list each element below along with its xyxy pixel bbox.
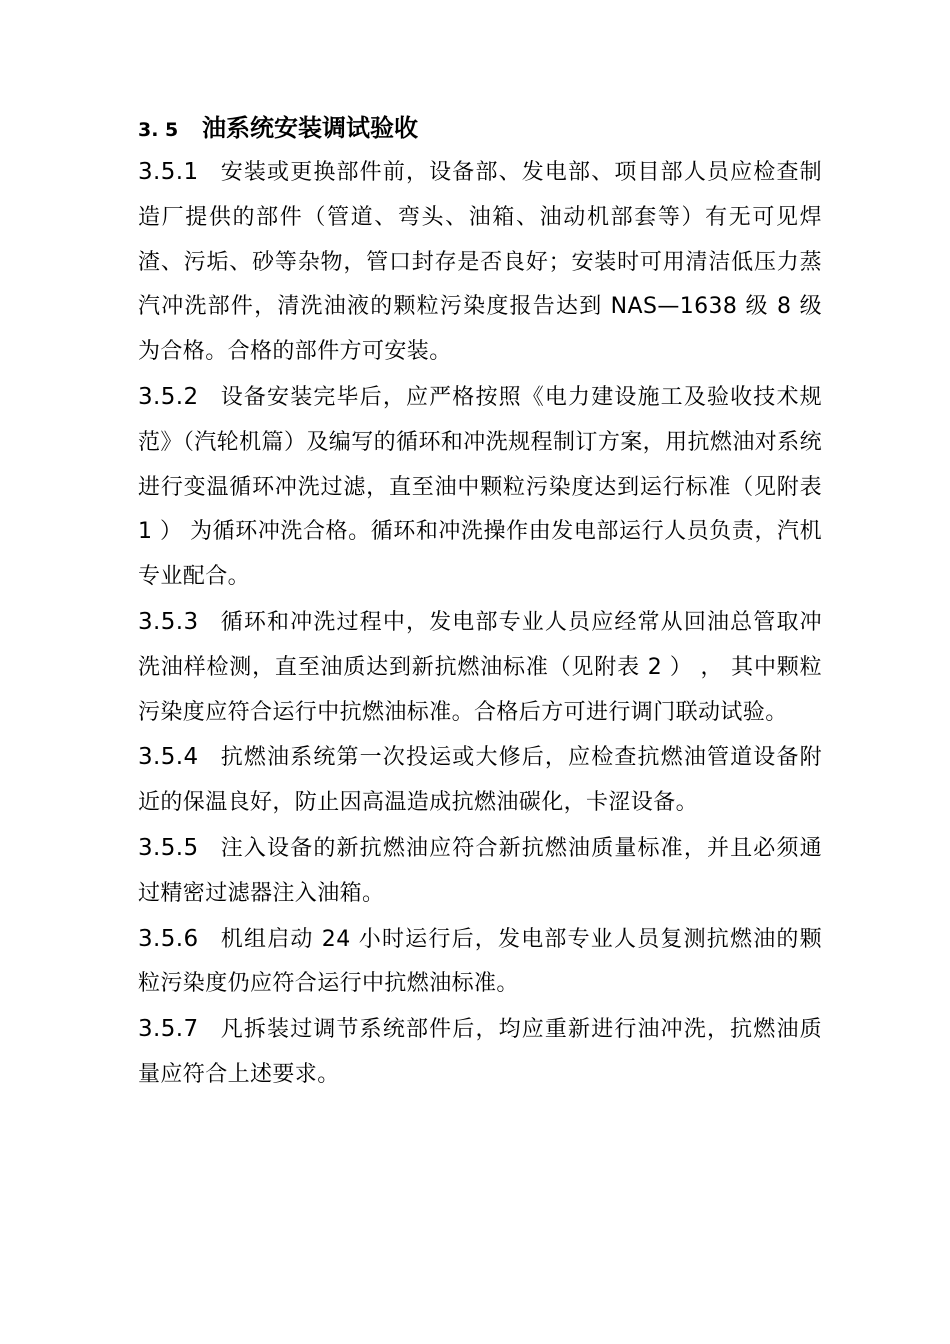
paragraph-number: 3.5.2 — [138, 383, 199, 410]
paragraph-text: 循环和冲洗过程中，发电部专业人员应经常从回油总管取冲洗油样检测，直至油质达到新抗燃油标准（见附表 2 ） ， 其中颗粒污染度应符合运行中抗燃油标准。合格后方可进行调门联动试验。 — [138, 609, 822, 725]
paragraph-text: 安装或更换部件前，设备部、发电部、项目部人员应检查制造厂提供的部件（管道、弯头、油箱、油动机部套等）有无可见焊渣、污垢、砂等杂物，管口封存是否良好；安装时可用清洁低压力蒸汽冲洗部件，清洗油液的颗粒污染度报告达到 NAS—1638 级 8 级为合格。合格的部件方可安装。 — [138, 160, 822, 365]
section-number: 3. 5 — [138, 119, 179, 141]
section-title: 油系统安装调试验收 — [202, 114, 418, 142]
paragraph-number: 3.5.6 — [138, 925, 199, 952]
paragraph-text: 设备安装完毕后，应严格按照《电力建设施工及验收技术规范》（汽轮机篇）及编写的循环和冲洗规程制订方案，用抗燃油对系统进行变温循环冲洗过滤，直至油中颗粒污染度达到运行标准（见附表 1 ） 为循环冲洗合格。循环和冲洗操作由发电部运行人员负责，汽机专业配合。 — [138, 384, 822, 590]
paragraph-3-5-7 — [138, 1007, 822, 1098]
paragraph-text: 注入设备的新抗燃油应符合新抗燃油质量标准，并且必须通过精密过滤器注入油箱。 — [138, 835, 822, 906]
paragraph-number: 3.5.1 — [138, 159, 199, 185]
paragraph-text: 凡拆装过调节系统部件后，均应重新进行油冲洗，抗燃油质量应符合上述要求。 — [138, 1017, 822, 1087]
paragraph-3-5-2 — [138, 375, 822, 600]
section-body — [138, 150, 822, 1098]
paragraph-text: 抗燃油系统第一次投运或大修后，应检查抗燃油管道设备附近的保温良好，防止因高温造成抗燃油碳化，卡涩设备。 — [138, 745, 822, 816]
paragraph-number: 3.5.4 — [138, 744, 199, 771]
paragraph-3-5-1 — [138, 150, 822, 375]
paragraph-number: 3.5.3 — [138, 608, 199, 635]
paragraph-text: 机组启动 24 小时运行后，发电部专业人员复测抗燃油的颗粒污染度仍应符合运行中抗燃油标准。 — [138, 926, 822, 997]
section-heading — [138, 108, 418, 150]
paragraph-3-5-5 — [138, 826, 822, 917]
paragraph-number: 3.5.5 — [138, 834, 199, 861]
paragraph-3-5-4 — [138, 735, 822, 826]
paragraph-3-5-3 — [138, 600, 822, 735]
paragraph-number: 3.5.7 — [138, 1016, 199, 1043]
paragraph-3-5-6 — [138, 917, 822, 1008]
